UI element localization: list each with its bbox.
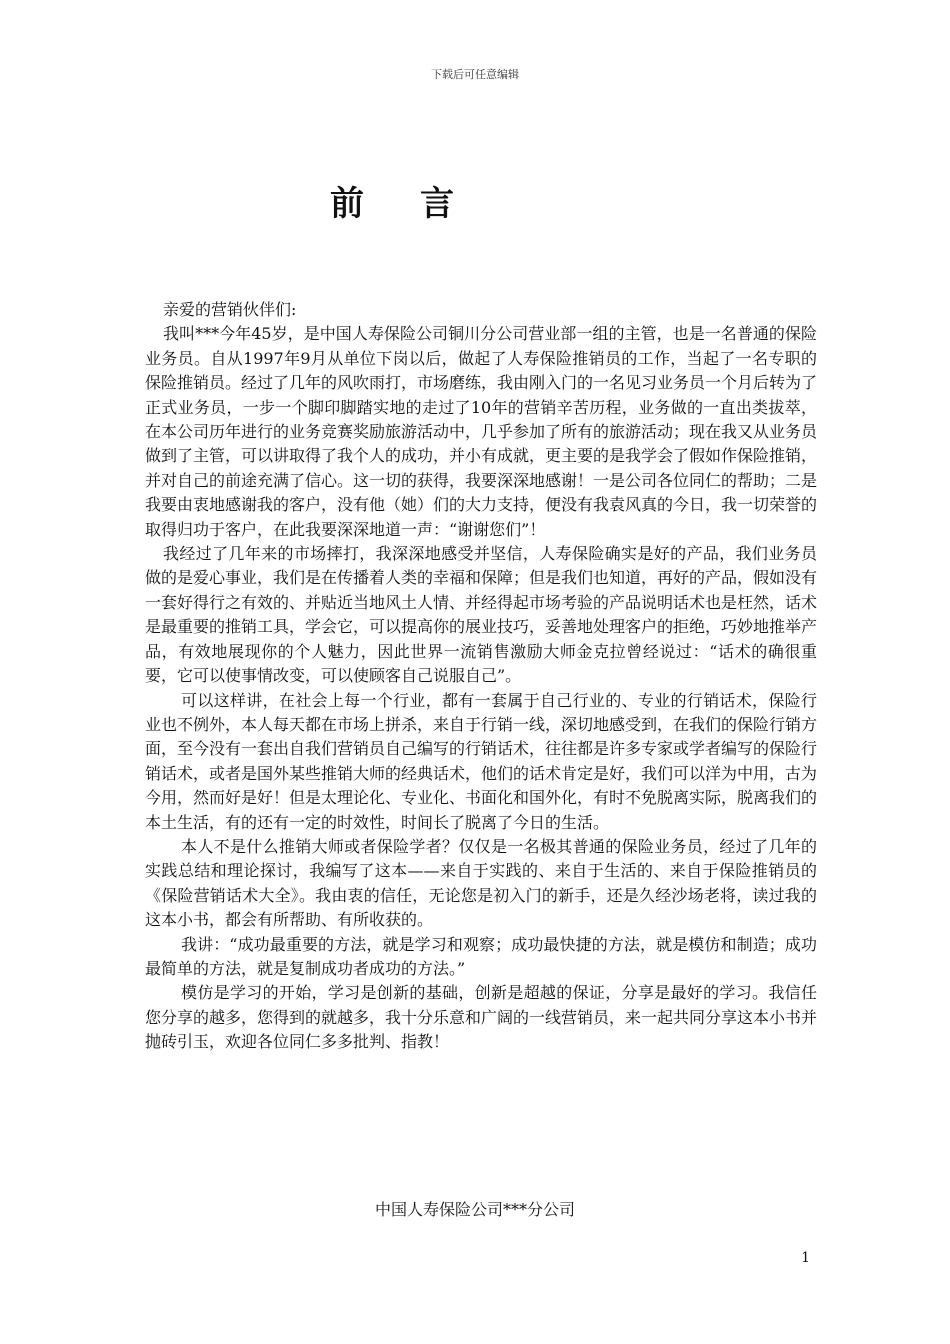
paragraph-introduction: 我叫***今年45岁，是中国人寿保险公司铜川分公司营业部一组的主管，也是一名普通的保险业务员。自从1997年9月从单位下岗以后，做起了人寿保险推销员的工作，当起了一名专职的保险推销员。经过了几年的风吹雨打，市场磨练，我由刚入门的一名见习业务员一个月后转为了正式业务员，一步一个脚印脚踏实地的走过了10年的营销辛苦历程，业务做的一直出类拔萃，在本公司历年进行的业务竞赛奖励旅游活动中，几乎参加了所有的旅游活动；现在我又从业务员做到了主管，可以讲取得了我个人的成功，并小有成就，更主要的是我学会了假如作保险推销，并对自己的前途充满了信心。这一切的获得，我要深深地感谢！一是公司各位同仁的帮助；二是我要由衷地感谢我的客户，没有他（她）们的大力支持，便没有我袁风真的今日，我一切荣誉的取得归功于客户，在此我要深深地道一声：“谢谢您们”！ bbox=[145, 324, 818, 539]
paragraph-industry-scripts: 可以这样讲，在社会上每一个行业，都有一套属于自己行业的、专业的行销话术，保险行业也不例外，本人每天都在市场上拼杀，来自于行销一线，深切地感受到，在我们的保险行销方面，至今没有一套出自我们营销员自己编写的行销话术，往往都是许多专家或学者编写的保险行销话术，或者是国外某些推销大师的经典话术，他们的话术肯定是好，我们可以洋为中用，古为今用，然而好是好！但是太理论化、专业化、书面化和国外化，有时不免脱离实际，脱离我们的本土生活，有的还有一定的时效性，时间长了脱离了今日的生活。 bbox=[145, 690, 818, 832]
signature: 中国人寿保险公司***分公司 bbox=[374, 1200, 575, 1219]
paragraph-market-experience: 我经过了几年来的市场摔打，我深深地感受并坚信，人寿保险确实是好的产品，我们业务员做的是爱心事业，我们是在传播着人类的幸福和保障；但是我们也知道，再好的产品，假如没有一套好得行之有效的、并贴近当地风土人情、并经得起市场考验的产品说明话术也是枉然，话术是最重要的推销工具，学会它，可以提高你的展业技巧，妥善地处理客户的拒绝，巧妙地推举产品，有效地展现你的个人魅力，因此世界一流销售激励大师金克拉曾经说过：“话术的确很重要，它可以使事情改变，可以使顾客自己说服自己”。 bbox=[145, 544, 818, 686]
paragraph-success-quote: 我讲：“成功最重要的方法，就是学习和观察；成功最快捷的方法，就是模仿和制造；成功最简单的方法，就是复制成功者成功的方法。” bbox=[145, 934, 817, 978]
paragraph-book-purpose: 本人不是什么推销大师或者保险学者？仅仅是一名极其普通的保险业务员，经过了几年的实践总结和理论探讨，我编写了这本——来自于实践的、来自于生活的、来自于保险推销员的《保险营销话术大全》。我由衷的信任，无论您是初入门的新手，还是久经沙场老将，读过我的这本小书，都会有所帮助、有所收获的。 bbox=[145, 836, 817, 930]
paragraph-sharing: 模仿是学习的开始，学习是创新的基础，创新是超越的保证，分享是最好的学习。我信任您分享的越多，您得到的就越多，我十分乐意和广阔的一线营销员，来一起共同分享这本小书并抛砖引玉，欢迎各位同仁多多批判、指教！ bbox=[145, 983, 818, 1052]
page-title: 前言 bbox=[330, 184, 510, 224]
body-text bbox=[145, 298, 817, 1055]
salutation: 亲爱的营销伙伴们: bbox=[163, 300, 297, 319]
page-header-note: 下载后可任意编辑 bbox=[431, 68, 519, 81]
page-number: 1 bbox=[801, 1250, 810, 1266]
